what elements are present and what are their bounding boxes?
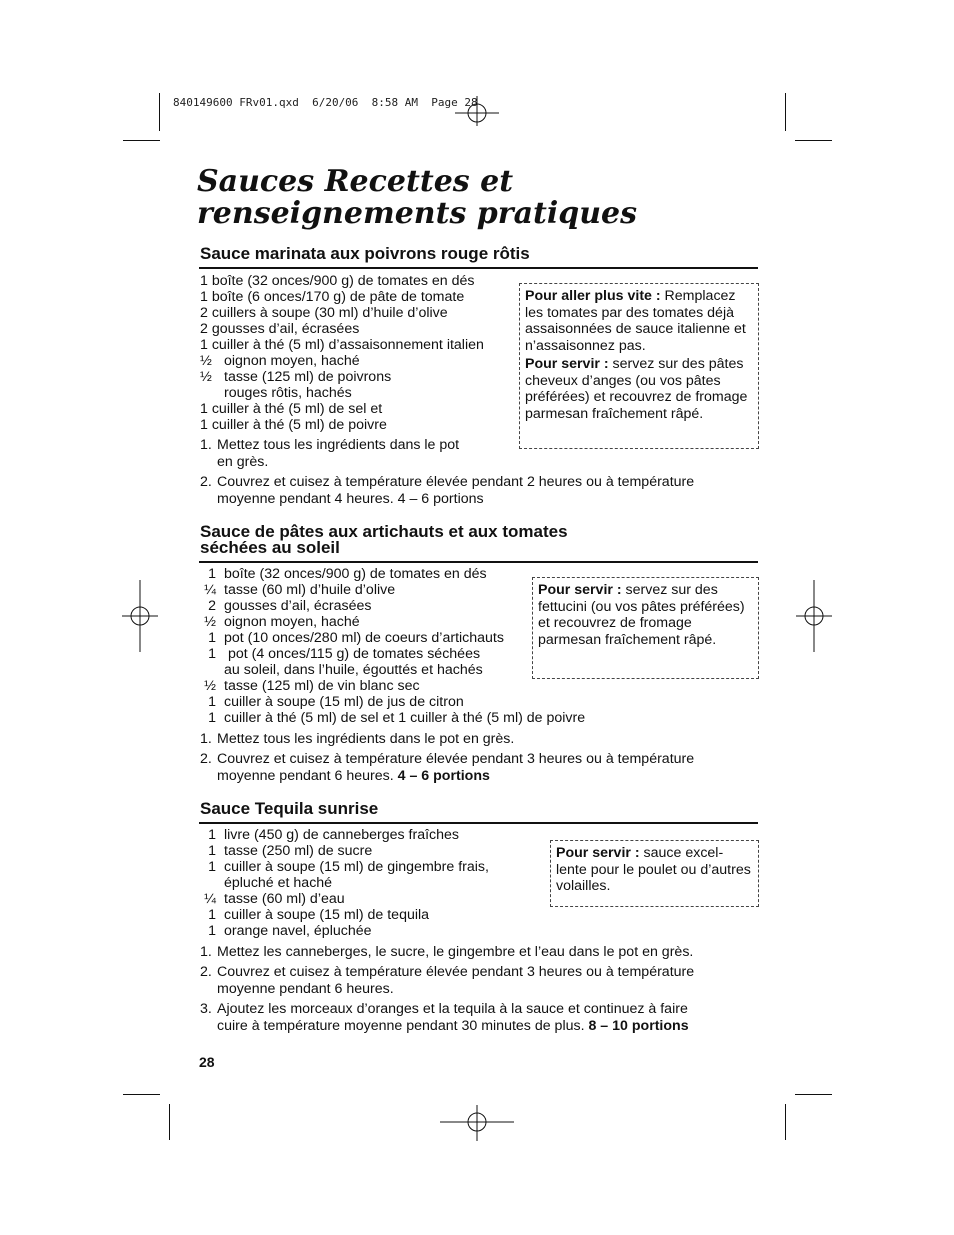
ingredient-text: cuiller à thé (5 ml) de sel et 1 cuiller à thé (5 ml) de poivre [224, 710, 586, 726]
recipe1-heading: Sauce marinata aux poivrons rouge rôtis [200, 244, 530, 263]
ingredient-text: tasse (250 ml) de sucre [224, 843, 373, 859]
ingredient-text: au soleil, dans l’huile, égouttés et hachés [224, 662, 483, 678]
step-text: Couvrez et cuisez à température élevée pendant 2 heures ou à température [217, 474, 695, 490]
ingredient-text: boîte (32 onces/900 g) de tomates en dés [224, 566, 487, 582]
recipe2-ingredient [200, 598, 371, 614]
recipe3-ingredient [200, 923, 372, 939]
ingredient-qty: 1 [208, 907, 216, 923]
crop-mark [159, 93, 160, 131]
step-text: moyenne pendant 6 heures. [217, 980, 394, 997]
ingredient-text: tasse (60 ml) d’huile d’olive [224, 582, 396, 598]
tip-text: Remplacez les tomates par des tomates déjà assaisonnées de sauce italienne et n’assaisonnez pas. [525, 288, 746, 354]
step-text: en grès. [217, 453, 269, 470]
recipe3-heading: Sauce Tequila sunrise [200, 799, 379, 818]
tip-label: Pour servir : [525, 356, 609, 372]
recipe2-ingredient [200, 566, 487, 582]
registration-mark-icon [122, 580, 158, 652]
ingredient-text: pot (10 onces/280 ml) de coeurs d’artichauts [224, 630, 504, 646]
ingredient-qty: 1 [208, 694, 216, 710]
recipe1-ingredient-cont: rouges rôtis, hachés [224, 385, 352, 401]
yield: 8 – 10 portions [588, 1017, 689, 1034]
ingredient-qty: 1 [208, 566, 216, 582]
recipe2-tip-box [532, 577, 759, 679]
recipe2-step-1 [200, 731, 514, 748]
crop-mark [795, 1094, 832, 1095]
recipe3-ingredient [200, 859, 489, 875]
recipe2-ingredient [200, 662, 483, 678]
recipe3-ingredient [200, 891, 345, 907]
recipe1-tip-box [519, 283, 759, 449]
recipe2-ingredient [200, 614, 360, 630]
ingredient-qty: 2 [208, 598, 216, 614]
ingredient-text: pot (4 onces/115 g) de tomates séchées [224, 646, 481, 662]
recipe2-heading-line1: Sauce de pâtes aux artichauts et aux tomates [200, 522, 568, 541]
ingredient-qty: ½ [200, 353, 212, 369]
ingredient-text: cuiller à soupe (15 ml) de gingembre frais, [224, 859, 489, 875]
recipe1-ingredient [200, 369, 391, 385]
step-text: Couvrez et cuisez à température élevée pendant 3 heures ou à température [217, 964, 695, 980]
step-number: 3. [200, 1001, 212, 1017]
tip-text: servez sur des fettucini (ou vos pâtes préférées) et recouvrez de fromage parmesan fraîchement râpé. [538, 582, 745, 648]
registration-mark-icon [796, 580, 832, 652]
ingredient-text: livre (450 g) de canneberges fraîches [224, 827, 460, 843]
registration-mark-icon [440, 1105, 514, 1141]
ingredient-qty: 1 [208, 827, 216, 843]
ingredient-qty: ½ [204, 614, 216, 630]
recipe2-heading [200, 524, 568, 556]
step-text: Mettez tous les ingrédients dans le pot [217, 437, 460, 453]
ingredient-qty: ¼ [204, 891, 216, 907]
crop-mark [123, 140, 160, 141]
ingredient-qty: ½ [204, 678, 216, 694]
ingredient-text: gousses d’ail, écrasées [224, 598, 372, 614]
step-text: moyenne pendant 6 heures. [217, 767, 398, 784]
ingredient-text: cuiller à soupe (15 ml) de tequila [224, 907, 430, 923]
ingredient-qty: 1 [208, 859, 216, 875]
tip-serve [525, 356, 753, 422]
recipe2-ingredient [200, 694, 464, 710]
recipe1-ingredient: 2 cuillers à soupe (30 ml) d’huile d’olive [200, 305, 448, 321]
recipe2-rule [199, 561, 758, 563]
ingredient-qty: 1 [208, 923, 216, 939]
tip-text: servez sur des pâtes cheveux d’anges (ou vos pâtes préférées) et recouvrez de fromage parmesan fraîchement râpé. [525, 356, 748, 422]
recipe1-ingredient: 1 boîte (6 onces/170 g) de pâte de tomate [200, 289, 465, 305]
recipe3-step-2 [200, 964, 694, 997]
ingredient-text: cuiller à soupe (15 ml) de jus de citron [224, 694, 464, 710]
recipe1-ingredient: 1 boîte (32 onces/900 g) de tomates en dés [200, 273, 475, 289]
recipe3-ingredient [200, 907, 429, 923]
step-text: moyenne pendant 4 heures. 4 – 6 portions [217, 490, 484, 507]
recipe2-ingredient [200, 630, 504, 646]
ingredient-text: oignon moyen, haché [224, 614, 360, 630]
ingredient-qty: 1 [208, 630, 216, 646]
step-text: cuire à température moyenne pendant 30 minutes de plus. [217, 1017, 589, 1034]
crop-mark [785, 93, 786, 131]
step-number: 2. [200, 474, 212, 490]
recipe3-ingredient [200, 827, 459, 843]
page-title [197, 166, 637, 230]
recipe1-step-1 [200, 437, 459, 470]
recipe1-step-2 [200, 474, 694, 507]
step-text: Mettez les canneberges, le sucre, le gingembre et l’eau dans le pot en grès. [217, 944, 694, 960]
step-number: 1. [200, 944, 212, 960]
ingredient-qty: 1 [208, 843, 216, 859]
recipe2-ingredient [200, 678, 420, 694]
recipe3-ingredient [200, 875, 332, 891]
step-number: 1. [200, 437, 212, 453]
tip-label: Pour servir : [538, 582, 622, 598]
recipe1-rule [199, 267, 758, 269]
ingredient-text: tasse (125 ml) de poivrons [224, 369, 392, 385]
step-number: 1. [200, 731, 212, 747]
recipe1-ingredient: 1 cuiller à thé (5 ml) de poivre [200, 417, 387, 433]
crop-mark [795, 140, 832, 141]
recipe2-ingredient [200, 582, 395, 598]
ingredient-text: orange navel, épluchée [224, 923, 372, 939]
ingredient-qty: ¼ [204, 582, 216, 598]
step-text: Ajoutez les morceaux d’oranges et la tequila à la sauce et continuez à faire [217, 1001, 688, 1017]
recipe2-heading-line2: séchées au soleil [200, 538, 340, 557]
recipe3-rule [199, 822, 758, 824]
recipe2-ingredient [200, 646, 480, 662]
recipe3-step-3 [200, 1001, 689, 1034]
ingredient-text: tasse (60 ml) d’eau [224, 891, 345, 907]
recipe3-tip-box [550, 840, 759, 907]
step-text: Mettez tous les ingrédients dans le pot en grès. [217, 731, 515, 747]
ingredient-text: épluché et haché [224, 875, 333, 891]
page-title-line2: renseignements pratiques [197, 196, 638, 231]
ingredient-qty: 1 [208, 710, 216, 726]
recipe1-ingredient [200, 353, 360, 369]
recipe1-ingredient: 1 cuiller à thé (5 ml) de sel et [200, 401, 383, 417]
tip-label: Pour aller plus vite : [525, 288, 661, 304]
tip-label: Pour servir : [556, 845, 640, 861]
step-number: 2. [200, 964, 212, 980]
ingredient-text: tasse (125 ml) de vin blanc sec [224, 678, 420, 694]
ingredient-qty: ½ [200, 369, 212, 385]
recipe3-step-1 [200, 944, 693, 961]
recipe1-ingredient: 2 gousses d’ail, écrasées [200, 321, 360, 337]
step-number: 2. [200, 751, 212, 767]
tip-text: sauce excel-lente pour le poulet ou d’autres volailles. [556, 845, 751, 894]
crop-mark [785, 1104, 786, 1140]
tip-quick [525, 288, 753, 354]
page-title-line1: Sauces Recettes et [197, 164, 514, 199]
ingredient-text: oignon moyen, haché [224, 353, 360, 369]
ingredient-qty: 1 [208, 646, 216, 662]
recipe1-ingredient: 1 cuiller à thé (5 ml) d’assaisonnement italien [200, 337, 484, 353]
recipe2-ingredient [200, 710, 585, 726]
yield: 4 – 6 portions [397, 767, 490, 784]
recipe3-ingredient [200, 843, 372, 859]
print-slug: 840149600 FRv01.qxd 6/20/06 8:58 AM Page 28 [173, 96, 478, 109]
page-number: 28 [199, 1054, 215, 1070]
crop-mark [123, 1094, 160, 1095]
step-text: Couvrez et cuisez à température élevée pendant 3 heures ou à température [217, 751, 695, 767]
crop-mark [169, 1104, 170, 1140]
registration-mark-icon [455, 96, 499, 126]
recipe2-step-2 [200, 751, 694, 784]
